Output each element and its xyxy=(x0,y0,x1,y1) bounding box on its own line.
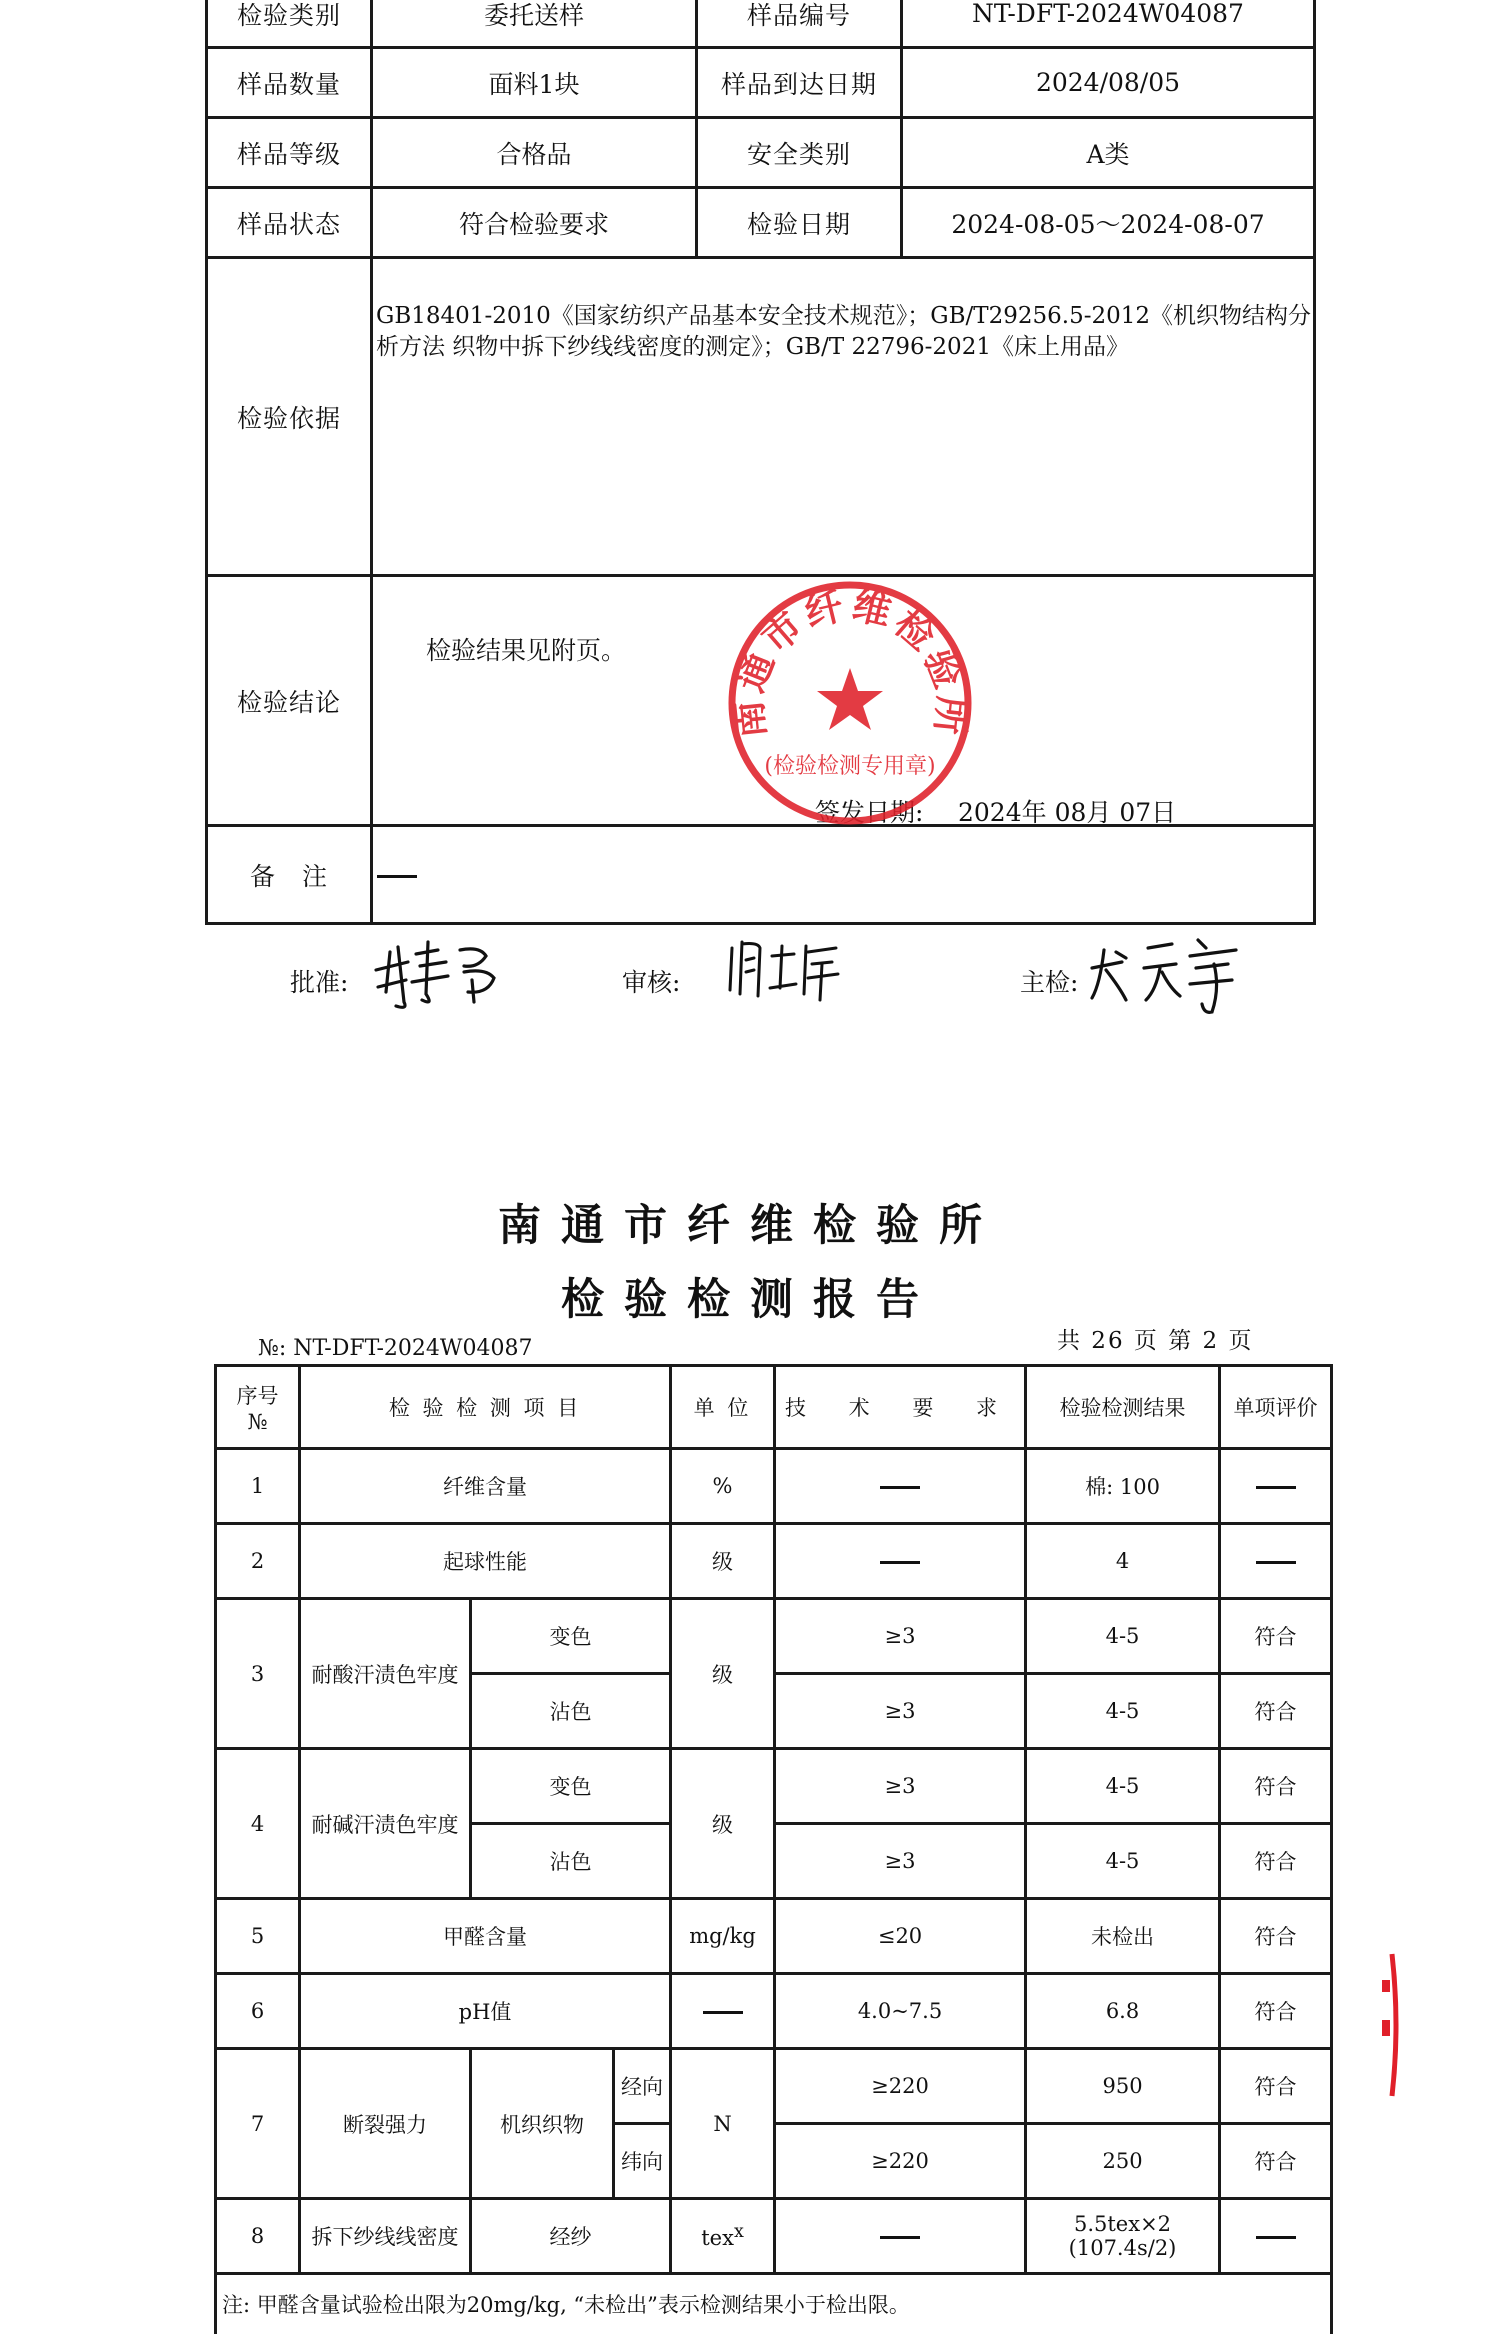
result-cell: 4-5 xyxy=(1026,1824,1220,1899)
eval-dash xyxy=(1256,1561,1296,1564)
chief-inspector-label: 主检: xyxy=(1020,968,1079,997)
result-line-1: 5.5tex×2 xyxy=(1073,2212,1172,2236)
unit-cell: 级 xyxy=(671,1599,775,1749)
req-cell xyxy=(775,1524,1026,1599)
req-dash xyxy=(880,1561,920,1564)
header-seq-label: 序号 xyxy=(236,1384,279,1408)
table-row xyxy=(207,826,1315,924)
seq-cell: 8 xyxy=(216,2199,300,2274)
header-requirement: 技 术 要 求 xyxy=(775,1366,1026,1449)
item-cell: 耐碱汗渍色牢度 xyxy=(300,1749,471,1899)
unit-dash xyxy=(703,2011,743,2014)
table-row xyxy=(207,0,1315,48)
handwritten-signature-3 xyxy=(1086,928,1246,1018)
review-label: 审核: xyxy=(622,968,681,997)
item-cell: 甲醛含量 xyxy=(300,1899,671,1974)
value-inspection-type: 委托送样 xyxy=(372,0,697,48)
result-cell: 250 xyxy=(1026,2124,1220,2199)
header-seq xyxy=(216,1366,300,1449)
stamp-org-text: 南通市纤维检验所 xyxy=(725,581,975,741)
seq-cell: 1 xyxy=(216,1449,300,1524)
req-cell: ≥220 xyxy=(775,2049,1026,2124)
unit-cell: 级 xyxy=(671,1749,775,1899)
req-dash xyxy=(880,1486,920,1489)
unit-cell: tex$^x$ xyxy=(671,2199,775,2274)
eval-cell: 符合 xyxy=(1220,1974,1332,2049)
result-line-2: (107.4s/2) xyxy=(1068,2236,1177,2260)
label-sample-grade: 样品等级 xyxy=(207,118,372,188)
label-arrival-date: 样品到达日期 xyxy=(697,48,902,118)
handwritten-signature-2 xyxy=(724,934,844,1004)
direction-cell: 经向 xyxy=(614,2049,671,2124)
header-unit: 单 位 xyxy=(671,1366,775,1449)
value-basis: GB18401-2010《国家纺织产品基本安全技术规范》；GB/T29256.5-2012《机织物结构分析方法 织物中拆下纱线线密度的测定》；GB/T 22796-2021《床上用品》 xyxy=(372,258,1315,576)
seq-cell: 5 xyxy=(216,1899,300,1974)
issue-date-value: 2024年 08月 07日 xyxy=(958,798,1177,827)
seq-cell: 4 xyxy=(216,1749,300,1899)
approve-label: 批准: xyxy=(290,968,349,997)
eval-cell xyxy=(1220,1524,1332,1599)
item-cell: 纤维含量 xyxy=(300,1449,671,1524)
seq-cell: 3 xyxy=(216,1599,300,1749)
table-row xyxy=(207,48,1315,118)
report-number: №: NT-DFT-2024W04087 xyxy=(258,1336,533,1361)
req-cell xyxy=(775,1449,1026,1524)
unit-cell: 级 xyxy=(671,1524,775,1599)
header-evaluation: 单项评价 xyxy=(1220,1366,1332,1449)
result-cell: 4 xyxy=(1026,1524,1220,1599)
table-row xyxy=(216,1899,1332,1974)
eval-cell xyxy=(1220,1449,1332,1524)
table-note: 注: 甲醛含量试验检出限为20mg/kg, “未检出”表示检测结果小于检出限。 xyxy=(216,2274,1332,2334)
stamp-seal-text: (检验检测专用章) xyxy=(764,754,936,779)
subitem-cell: 经纱 xyxy=(471,2199,671,2274)
item-cell: 耐酸汗渍色牢度 xyxy=(300,1599,471,1749)
seq-cell: 7 xyxy=(216,2049,300,2199)
result-cell: 4-5 xyxy=(1026,1599,1220,1674)
unit-text: tex xyxy=(701,2226,734,2250)
eval-dash xyxy=(1256,2236,1296,2239)
report-title: 检验检测报告 xyxy=(561,1275,939,1325)
table-row xyxy=(207,258,1315,576)
value-inspection-date: 2024-08-05～2024-08-07 xyxy=(902,188,1315,258)
req-cell: ≥3 xyxy=(775,1674,1026,1749)
table-row xyxy=(216,2049,1332,2124)
value-sample-status: 符合检验要求 xyxy=(372,188,697,258)
remark-dash xyxy=(377,875,417,878)
value-remark xyxy=(372,826,1315,924)
value-safety-category: A类 xyxy=(902,118,1315,188)
conclusion-cell xyxy=(372,576,1315,826)
eval-cell: 符合 xyxy=(1220,1674,1332,1749)
stamp-fragment xyxy=(1378,1950,1400,2100)
org-title: 南通市纤维检验所 xyxy=(498,1201,1002,1251)
label-inspection-type: 检验类别 xyxy=(207,0,372,48)
header-result: 检验检测结果 xyxy=(1026,1366,1220,1449)
result-cell: 4-5 xyxy=(1026,1674,1220,1749)
table-row xyxy=(207,576,1315,826)
eval-cell: 符合 xyxy=(1220,1824,1332,1899)
result-cell xyxy=(1026,2199,1220,2274)
value-sample-no: NT-DFT-2024W04087 xyxy=(902,0,1315,48)
item-cell: 拆下纱线线密度 xyxy=(300,2199,471,2274)
table-row xyxy=(207,188,1315,258)
table-row xyxy=(216,1524,1332,1599)
unit-cell: % xyxy=(671,1449,775,1524)
value-arrival-date: 2024/08/05 xyxy=(902,48,1315,118)
eval-cell: 符合 xyxy=(1220,1599,1332,1674)
eval-cell: 符合 xyxy=(1220,1899,1332,1974)
result-cell: 6.8 xyxy=(1026,1974,1220,2049)
label-remark: 备 注 xyxy=(207,826,372,924)
eval-cell xyxy=(1220,2199,1332,2274)
approve-signature xyxy=(368,932,508,1012)
req-cell: ≤20 xyxy=(775,1899,1026,1974)
seq-cell: 6 xyxy=(216,1974,300,2049)
eval-dash xyxy=(1256,1486,1296,1489)
header-row xyxy=(216,1366,1332,1449)
review-signature xyxy=(724,934,844,1004)
label-sample-no: 样品编号 xyxy=(697,0,902,48)
table-row xyxy=(216,2199,1332,2274)
value-sample-qty: 面料1块 xyxy=(372,48,697,118)
header-item: 检 验 检 测 项 目 xyxy=(300,1366,671,1449)
handwritten-signature-1 xyxy=(368,932,508,1012)
subitem-cell: 变色 xyxy=(471,1749,671,1824)
page-info: 共 26 页 第 2 页 xyxy=(1057,1328,1254,1354)
req-cell xyxy=(775,2199,1026,2274)
table-row xyxy=(216,1599,1332,1674)
subitem-cell: 机织织物 xyxy=(471,2049,614,2199)
req-cell: ≥3 xyxy=(775,1749,1026,1824)
note-row xyxy=(216,2274,1332,2334)
req-cell: ≥220 xyxy=(775,2124,1026,2199)
result-cell: 未检出 xyxy=(1026,1899,1220,1974)
table-row xyxy=(207,118,1315,188)
table-row xyxy=(216,1974,1332,2049)
subitem-cell: 变色 xyxy=(471,1599,671,1674)
eval-cell: 符合 xyxy=(1220,2124,1332,2199)
req-cell: ≥3 xyxy=(775,1824,1026,1899)
unit-cell xyxy=(671,1974,775,2049)
label-inspection-date: 检验日期 xyxy=(697,188,902,258)
result-cell: 4-5 xyxy=(1026,1749,1220,1824)
label-sample-status: 样品状态 xyxy=(207,188,372,258)
results-table xyxy=(214,1364,1333,2334)
req-cell: 4.0~7.5 xyxy=(775,1974,1026,2049)
label-sample-qty: 样品数量 xyxy=(207,48,372,118)
subitem-cell: 沾色 xyxy=(471,1674,671,1749)
label-basis: 检验依据 xyxy=(207,258,372,576)
label-conclusion: 检验结论 xyxy=(207,576,372,826)
item-cell: 断裂强力 xyxy=(300,2049,471,2199)
result-cell: 950 xyxy=(1026,2049,1220,2124)
direction-cell: 纬向 xyxy=(614,2124,671,2199)
value-sample-grade: 合格品 xyxy=(372,118,697,188)
eval-cell: 符合 xyxy=(1220,1749,1332,1824)
item-cell: pH值 xyxy=(300,1974,671,2049)
sample-info-table xyxy=(205,0,1316,925)
table-row xyxy=(216,1749,1332,1824)
subitem-cell: 沾色 xyxy=(471,1824,671,1899)
header-seq-no: № xyxy=(247,1410,268,1434)
table-row xyxy=(216,1449,1332,1524)
req-cell: ≥3 xyxy=(775,1599,1026,1674)
eval-cell: 符合 xyxy=(1220,2049,1332,2124)
chief-inspector-signature xyxy=(1086,928,1246,1018)
unit-cell: mg/kg xyxy=(671,1899,775,1974)
label-safety-category: 安全类别 xyxy=(697,118,902,188)
unit-cell: N xyxy=(671,2049,775,2199)
item-cell: 起球性能 xyxy=(300,1524,671,1599)
req-dash xyxy=(880,2236,920,2239)
seq-cell: 2 xyxy=(216,1524,300,1599)
value-conclusion: 检验结果见附页。 xyxy=(426,636,627,665)
result-cell: 棉: 100 xyxy=(1026,1449,1220,1524)
issue-date-label: 签发日期: xyxy=(815,798,924,827)
